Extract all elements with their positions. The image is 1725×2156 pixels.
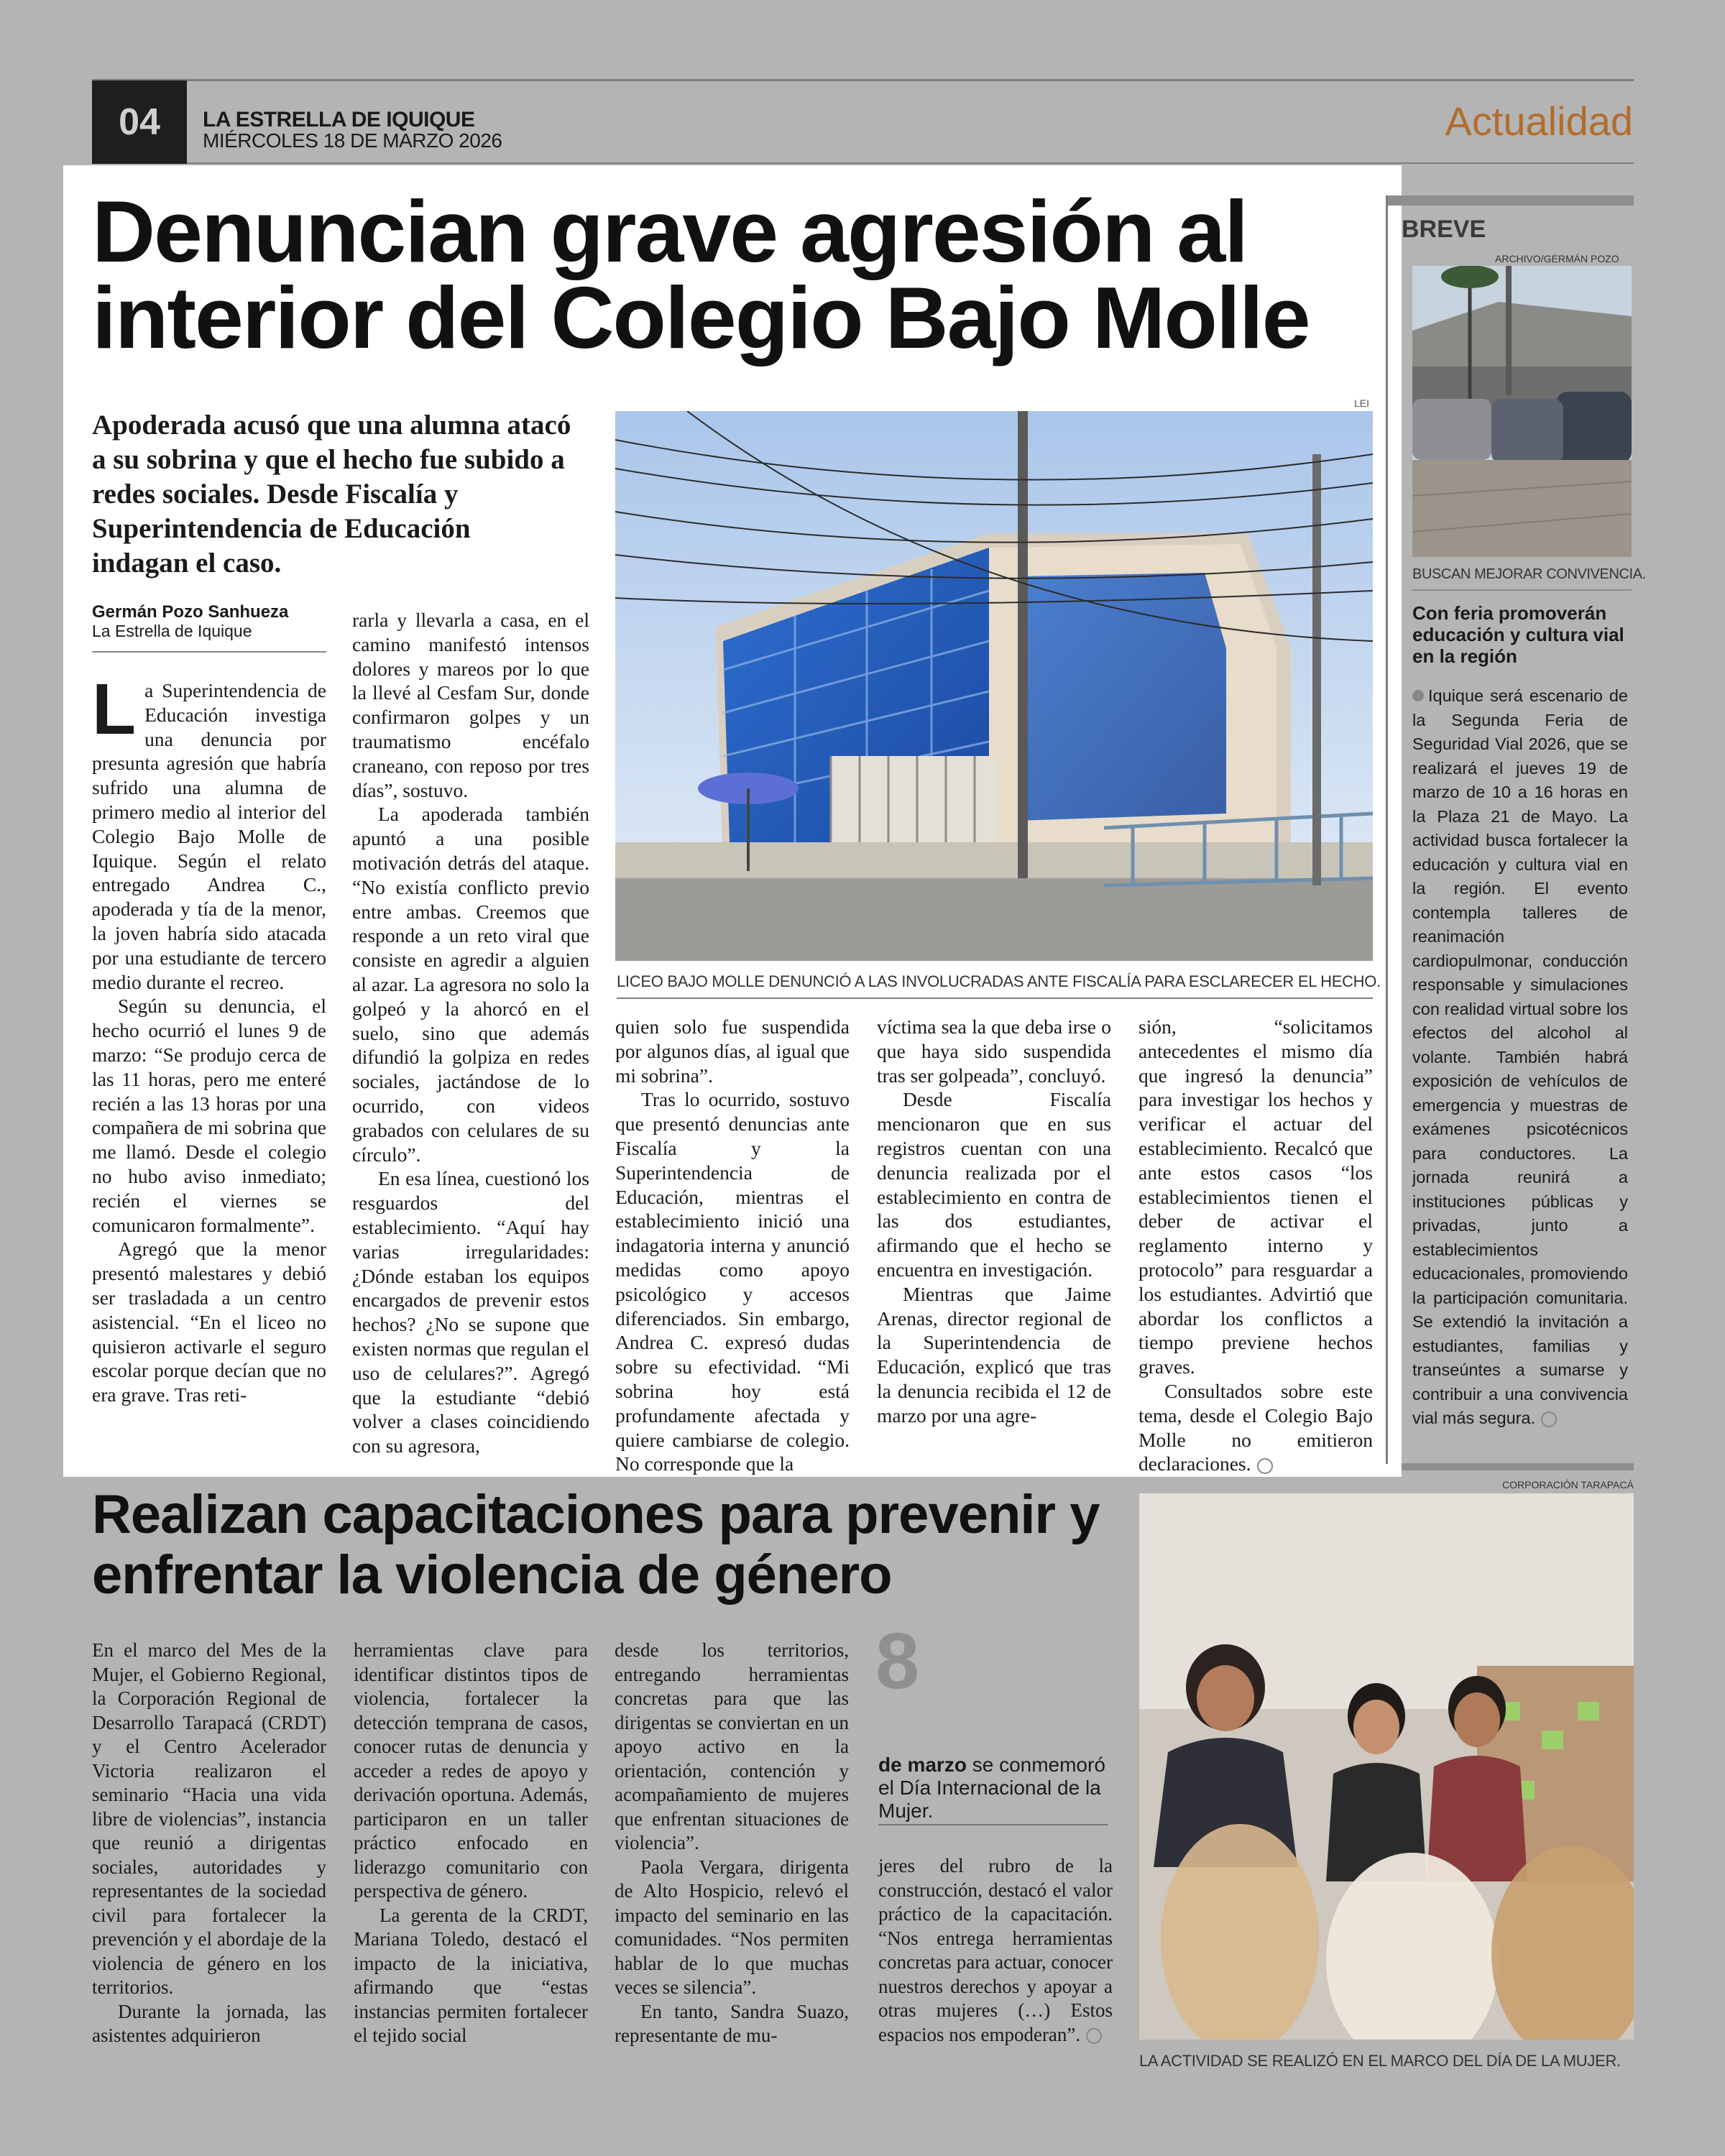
breve-text: Iquique será escenario de la Segunda Feria de Seguridad Vial 2026, que se realizará el jueves 19 de marzo de 10 a 16 horas en la Plaza 21 de Mayo. La actividad busca fortalecer la educación y cultura vial en la región. El evento contempla talleres de reanimación cardiopulmonar, conducción responsable y simulaciones con realidad virtual sobre los efectos del alcohol al volante. También habrá exposición de vehículos de emergencia y muestras de exámenes psicotécnicos para conductores. La jornada reunirá a instituciones públicas y privadas, junto a establecimientos educacionales, promoviendo la participación comunitaria. Se extendió la invitación a estudiantes, familias y transeúntes a sumarse y contribuir a una convivencia vial más segura. <box>1412 686 1628 1427</box>
breve-body <box>1412 684 1628 1431</box>
end-mark-icon <box>1541 1411 1557 1427</box>
end-mark-icon <box>1257 1458 1273 1474</box>
second-headline: Realizan capacitaciones para prevenir y enfrentar la violencia de género <box>92 1484 1100 1606</box>
paragraph: sión, “solicitamos antecedentes el mismo día que ingresó la denuncia” para investigar los hechos y verificar el actuar del establecimiento. Recalcó que ante estos casos “los establecimientos tienen el deber de activar el reglamento interno y protocolo” para resguardar a los estudiantes. Advirtió que abordar los conflictos a tiempo previene hechos graves. <box>1138 1015 1373 1378</box>
paragraph: jeres del rubro de la construcción, destacó el valor práctico de la capacitación. “Nos entrega herramientas concretas para actuar, conocer nuestros derechos y apoyar a otras mujeres (…) Estos espacios nos empoderan”. <box>878 1855 1113 2045</box>
photo-caption: LA ACTIVIDAD SE REALIZÓ EN EL MARCO DEL DÍA DE LA MUJER. <box>1139 2052 1621 2070</box>
paragraph: En el marco del Mes de la Mujer, el Gobierno Regional, la Corporación Regional de Desarrollo Tarapacá (CRDT) y el Centro Acelerador Victoria realizaron el seminario “Hacia una vida libre de violencias”, instancia que reunió a dirigentas sociales, autoridades y representantes de la sociedad civil para fortalecer la prevención y el abordaje de la violencia de género en los territorios. <box>92 1639 326 1998</box>
main-headline: Denuncian grave agresión al interior del Colegio Bajo Molle <box>92 183 1310 367</box>
paragraph: rarla y llevarla a casa, en el camino manifestó intensos dolores y mareos por lo que la llevé al Cesfam Sur, donde confirmaron golpes y un traumatismo encéfalo craneano, con reposo por tres días”, sostuvo. <box>352 609 589 801</box>
paragraph: La gerenta de la CRDT, Mariana Toledo, destacó el impacto de la iniciativa, afirmando que “estas instancias permiten fortalecer el tejido social <box>354 1904 588 2046</box>
paragraph: En esa línea, cuestionó los resguardos del establecimiento. “Aquí hay varias irregularidades: ¿Dónde estaban los equipos encargados de prevenir estos hechos? ¿No se supone que existen normas que regulan el uso de celulares?”. Agregó que la estudiante “debió volver a clases coincidiendo con su agresora, <box>352 1167 589 1457</box>
section-label: Actualidad <box>1445 98 1633 144</box>
end-mark-icon <box>1086 2028 1102 2044</box>
highlight-bold: de marzo <box>878 1754 967 1776</box>
workshop-photo <box>1139 1493 1634 2040</box>
byline-name: Germán Pozo Sanhueza <box>92 602 289 622</box>
paragraph: a Superintendencia de Educación investiga una denuncia por presunta agresión que habría sufrido una alumna de primero medio al interior del Colegio Bajo Molle de Iquique. Según el relato entregado Andrea C., apoderada y tía de la menor, la joven habría sido atacada por una estudiante de tercero medio durante el recreo. <box>92 679 326 993</box>
page-number: 04 <box>92 80 187 164</box>
drop-cap: L <box>92 669 137 750</box>
photo-credit: LEI <box>1354 397 1370 409</box>
paragraph: Paola Vergara, dirigenta de Alto Hospicio, relevó el impacto del seminario en las comunidades. “Nos permiten hablar de lo que muchas veces se silencia”. <box>615 1856 849 1998</box>
paragraph: En tanto, Sandra Suazo, representante de mu- <box>615 2000 849 2046</box>
paragraph: Agregó que la menor presentó malestares y debió ser trasladada a un centro asistencial. “En el liceo no quisieron activarle el seguro escolar porque decían que no era grave. Tras reti- <box>92 1238 326 1406</box>
highlight-text <box>878 1754 1123 1823</box>
paragraph: desde los territorios, entregando herramientas concretas para que las dirigentas se conviertan en un apoyo activo en la orientación, contención y acompañamiento de mujeres que enfrentan situaciones de violencia”. <box>615 1639 849 1853</box>
paragraph: herramientas clave para identificar distintos tipos de violencia, fortalecer la detección temprana de casos, conocer rutas de denuncia y acceder a redes de apoyo y derivación oportuna. Además, participaron en un taller práctico enfocado en liderazgo comunitario con perspectiva de género. <box>354 1639 588 1902</box>
paragraph: La apoderada también apuntó a una posible motivación detrás del ataque. “No existía conflicto previo entre ambas. Creemos que responde a un reto viral que consiste en agredir a alguien al azar. La agresora no solo la golpeó y la ahorcó en el suelo, sino que además difundió la golpiza en redes sociales, jactándose de lo ocurrido, con videos grabados con celulares de su círculo”. <box>352 803 589 1166</box>
second-col-3 <box>615 1639 849 2048</box>
paragraph: Desde Fiscalía mencionaron que en sus registros cuentan con una denuncia realizada por el establecimiento en contra de las dos estudiantes, afirmando que el hecho se encuentra en investigación. <box>877 1088 1111 1281</box>
highlight-rest: se conmemoró el Día Internacional de la Mujer. <box>878 1754 1105 1822</box>
photo-credit: ARCHIVO/GERMÁN POZO <box>1495 253 1619 264</box>
paragraph: Durante la jornada, las asistentes adquirieron <box>92 2000 326 2046</box>
breve-label: BREVE <box>1402 216 1486 243</box>
photo-credit: CORPORACIÓN TARAPACÁ <box>1502 1479 1634 1491</box>
breve-divider <box>1412 589 1632 591</box>
bullet-dot-icon <box>1412 690 1424 701</box>
main-col-3 <box>615 1015 850 1476</box>
photo-caption: LICEO BAJO MOLLE DENUNCIÓ A LAS INVOLUCRADAS ANTE FISCALÍA PARA ESCLARECER EL HECHO. <box>617 972 1381 990</box>
paragraph: Tras lo ocurrido, sostuvo que presentó denuncias ante Fiscalía y la Superintendencia de Educación, mientras el establecimiento inició una indagatoria interna y anunció medidas como apoyo psicológico y accesos diferenciados. Sin embargo, Andrea C. expresó dudas sobre su efectividad. “Mi sobrina hoy está profundamente afectada y quiere cambiarse de colegio. No corresponde que la <box>615 1088 850 1475</box>
paragraph: quien solo fue suspendida por algunos días, al igual que mi sobrina”. <box>615 1015 850 1087</box>
main-col-5 <box>1138 1015 1373 1476</box>
parking-lot-photo <box>1412 266 1632 557</box>
paper-name: LA ESTRELLA DE IQUIQUE <box>203 108 475 132</box>
paragraph: víctima sea la que deba irse o que haya sido suspendida tras ser golpeada”, concluyó. <box>877 1015 1111 1087</box>
paragraph: Mientras que Jaime Arenas, director regional de la Superintendencia de Educación, explicó que tras la denuncia recibida el 12 de marzo por una agre- <box>877 1282 1111 1427</box>
second-col-4 <box>878 1854 1113 2047</box>
issue-date: MIÉRCOLES 18 DE MARZO 2026 <box>203 129 502 152</box>
paragraph: Consultados sobre este tema, desde el Colegio Bajo Molle no emitieron declaraciones. <box>1138 1379 1373 1475</box>
second-col-1 <box>92 1639 326 2048</box>
highlight-number: 8 <box>875 1617 920 1705</box>
main-col-1 <box>92 669 326 1407</box>
byline-outlet: La Estrella de Iquique <box>92 622 252 640</box>
byline-divider <box>92 651 326 653</box>
school-building-photo <box>615 411 1373 961</box>
main-deck: Apoderada acusó que una alumna atacó a su sobrina y que el hecho fue subido a redes sociales. Desde Fiscalía y Superintendencia de Educación indagan el caso. <box>92 410 571 579</box>
paragraph: Según su denuncia, el hecho ocurrió el lunes 9 de marzo: “Se produjo cerca de las 11 horas, pero me enteré recién a las 13 horas por una compañera de mi sobrina que me llamó. Desde el colegio no hubo aviso inmediato; recién el viernes se comunicaron formalmente”. <box>92 995 326 1236</box>
breve-title: Con feria promoverán educación y cultura vial en la región <box>1412 602 1624 667</box>
highlight-divider <box>878 1824 1108 1825</box>
second-col-2 <box>354 1639 588 2048</box>
main-col-4 <box>877 1015 1111 1428</box>
main-col-2 <box>352 608 589 1458</box>
photo-caption: BUSCAN MEJORAR CONVIVENCIA. <box>1412 566 1646 582</box>
